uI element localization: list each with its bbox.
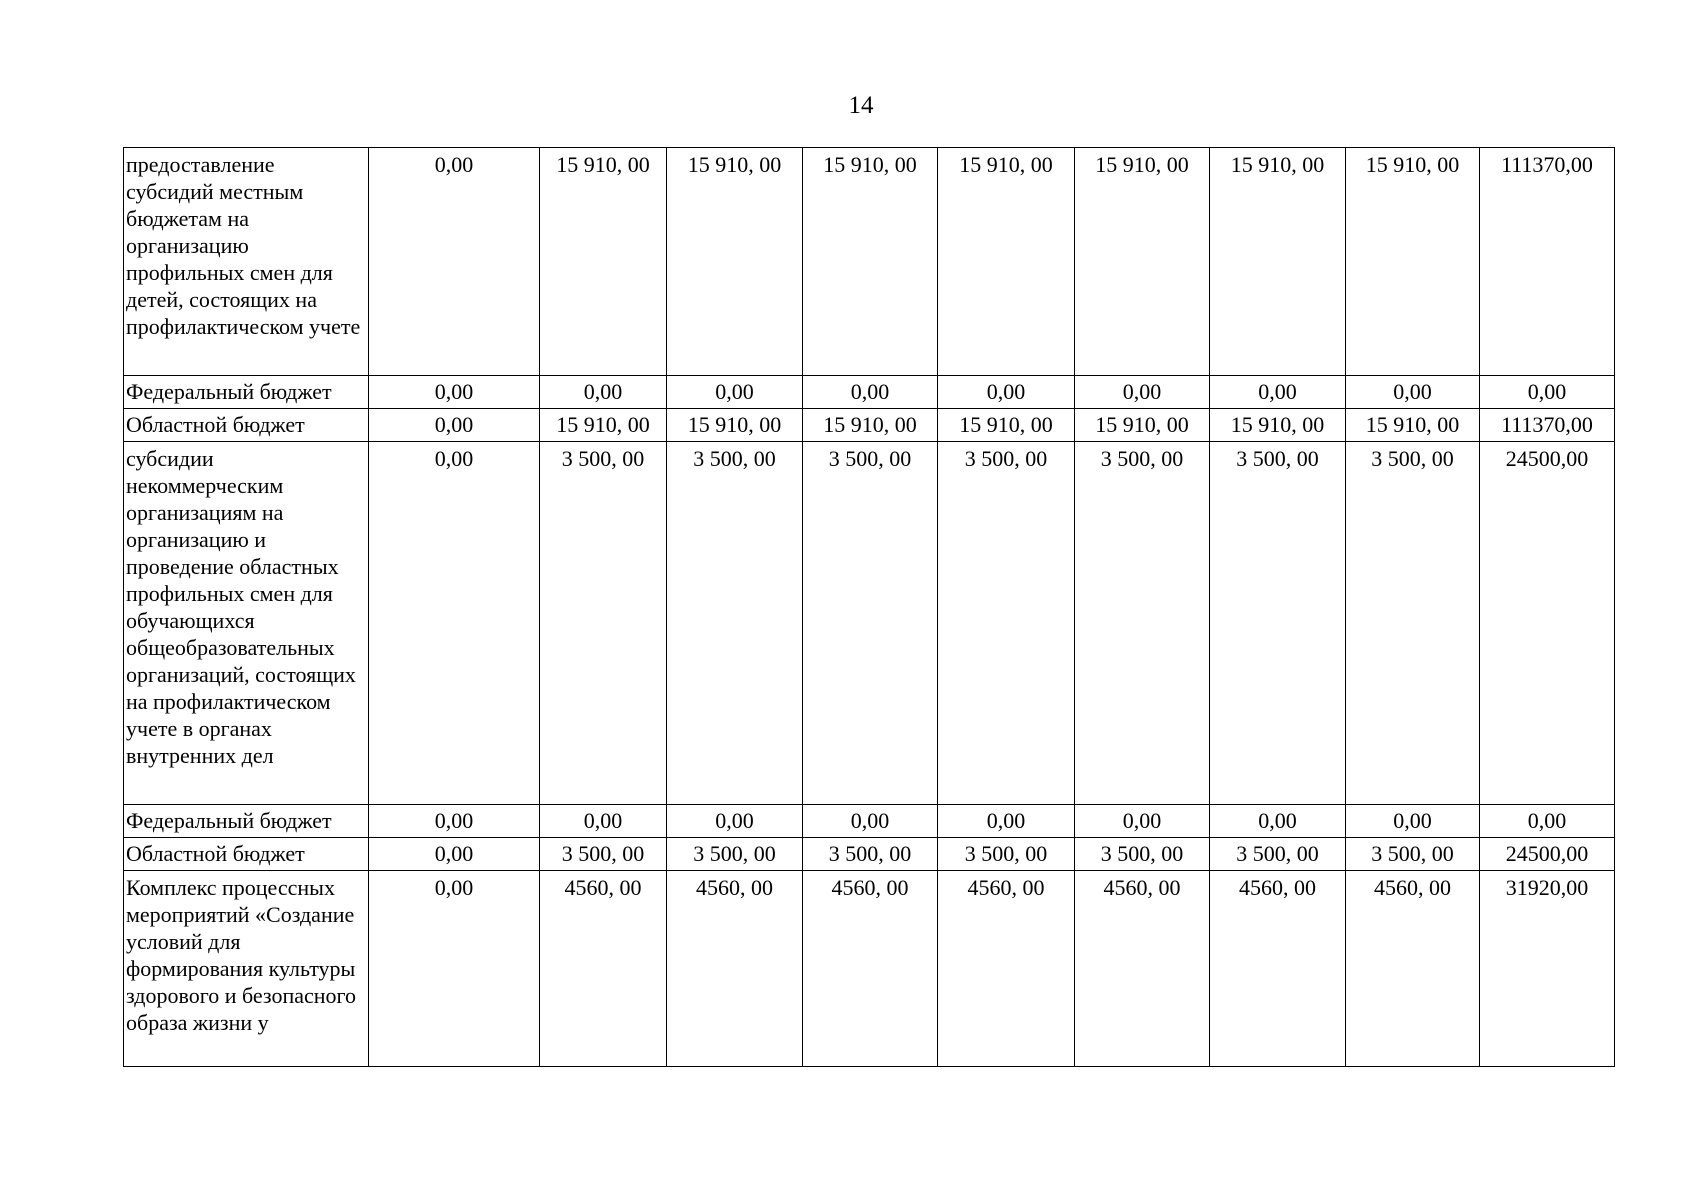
- value-cell: 3 500, 00: [803, 838, 938, 871]
- value-cell: 0,00: [803, 376, 938, 409]
- total-cell: 111370,00: [1480, 409, 1615, 442]
- value-cell: 4560, 00: [1210, 871, 1346, 1067]
- table-row: [124, 376, 1615, 409]
- value-cell: 4560, 00: [803, 871, 938, 1067]
- value-cell: 3 500, 00: [1210, 442, 1346, 805]
- table-row: [124, 442, 1615, 805]
- row-label: Областной бюджет: [124, 409, 369, 442]
- row-label: Областной бюджет: [124, 838, 369, 871]
- value-cell: 0,00: [1210, 805, 1346, 838]
- row-label: Федеральный бюджет: [124, 376, 369, 409]
- value-cell: 0,00: [369, 148, 540, 376]
- value-cell: 3 500, 00: [540, 838, 667, 871]
- page-number: 14: [848, 92, 874, 119]
- value-cell: 3 500, 00: [1346, 838, 1480, 871]
- value-cell: 0,00: [369, 376, 540, 409]
- value-cell: 0,00: [667, 805, 803, 838]
- value-cell: 15 910, 00: [1075, 148, 1210, 376]
- row-label: Комплекс процессных мероприятий «Создание условий для формирования культуры здорового и безопасного образа жизни у: [124, 871, 369, 1067]
- table-row: [124, 838, 1615, 871]
- value-cell: 3 500, 00: [803, 442, 938, 805]
- value-cell: 0,00: [369, 805, 540, 838]
- table-row: [124, 871, 1615, 1067]
- value-cell: 15 910, 00: [1346, 148, 1480, 376]
- value-cell: 3 500, 00: [667, 442, 803, 805]
- value-cell: 0,00: [540, 376, 667, 409]
- value-cell: 4560, 00: [1075, 871, 1210, 1067]
- total-cell: 0,00: [1480, 376, 1615, 409]
- value-cell: 3 500, 00: [938, 442, 1075, 805]
- value-cell: 3 500, 00: [667, 838, 803, 871]
- value-cell: 15 910, 00: [1075, 409, 1210, 442]
- value-cell: 15 910, 00: [540, 148, 667, 376]
- total-cell: 31920,00: [1480, 871, 1615, 1067]
- value-cell: 0,00: [1346, 805, 1480, 838]
- total-cell: 111370,00: [1480, 148, 1615, 376]
- total-cell: 24500,00: [1480, 442, 1615, 805]
- value-cell: 4560, 00: [938, 871, 1075, 1067]
- value-cell: 0,00: [540, 805, 667, 838]
- value-cell: 15 910, 00: [667, 148, 803, 376]
- value-cell: 0,00: [1346, 376, 1480, 409]
- value-cell: 15 910, 00: [938, 148, 1075, 376]
- value-cell: 4560, 00: [540, 871, 667, 1067]
- table-row: [124, 805, 1615, 838]
- value-cell: 15 910, 00: [803, 409, 938, 442]
- value-cell: 3 500, 00: [1075, 838, 1210, 871]
- value-cell: 0,00: [1075, 376, 1210, 409]
- value-cell: 0,00: [369, 838, 540, 871]
- value-cell: 0,00: [667, 376, 803, 409]
- value-cell: 15 910, 00: [938, 409, 1075, 442]
- value-cell: 4560, 00: [1346, 871, 1480, 1067]
- value-cell: 0,00: [938, 376, 1075, 409]
- value-cell: 15 910, 00: [1210, 148, 1346, 376]
- value-cell: 15 910, 00: [1210, 409, 1346, 442]
- value-cell: 15 910, 00: [540, 409, 667, 442]
- value-cell: 0,00: [369, 409, 540, 442]
- value-cell: 0,00: [938, 805, 1075, 838]
- value-cell: 3 500, 00: [938, 838, 1075, 871]
- value-cell: 3 500, 00: [1346, 442, 1480, 805]
- value-cell: 15 910, 00: [803, 148, 938, 376]
- value-cell: 4560, 00: [667, 871, 803, 1067]
- value-cell: 0,00: [369, 871, 540, 1067]
- value-cell: 15 910, 00: [667, 409, 803, 442]
- row-label: Федеральный бюджет: [124, 805, 369, 838]
- budget-table: [123, 147, 1615, 1067]
- value-cell: 0,00: [803, 805, 938, 838]
- value-cell: 0,00: [1210, 376, 1346, 409]
- row-label: субсидии некоммерческим организациям на организацию и проведение областных профильных смен для обучающихся общеобразовательных организаций, состоящих на профилактическом учете в органах внутренних дел: [124, 442, 369, 805]
- value-cell: 15 910, 00: [1346, 409, 1480, 442]
- table-row: [124, 409, 1615, 442]
- value-cell: 3 500, 00: [1075, 442, 1210, 805]
- value-cell: 3 500, 00: [1210, 838, 1346, 871]
- value-cell: 3 500, 00: [540, 442, 667, 805]
- table-row: [124, 148, 1615, 376]
- row-label: предоставление субсидий местным бюджетам на организацию профильных смен для детей, состоящих на профилактическом учете: [124, 148, 369, 376]
- total-cell: 0,00: [1480, 805, 1615, 838]
- value-cell: 0,00: [369, 442, 540, 805]
- total-cell: 24500,00: [1480, 838, 1615, 871]
- value-cell: 0,00: [1075, 805, 1210, 838]
